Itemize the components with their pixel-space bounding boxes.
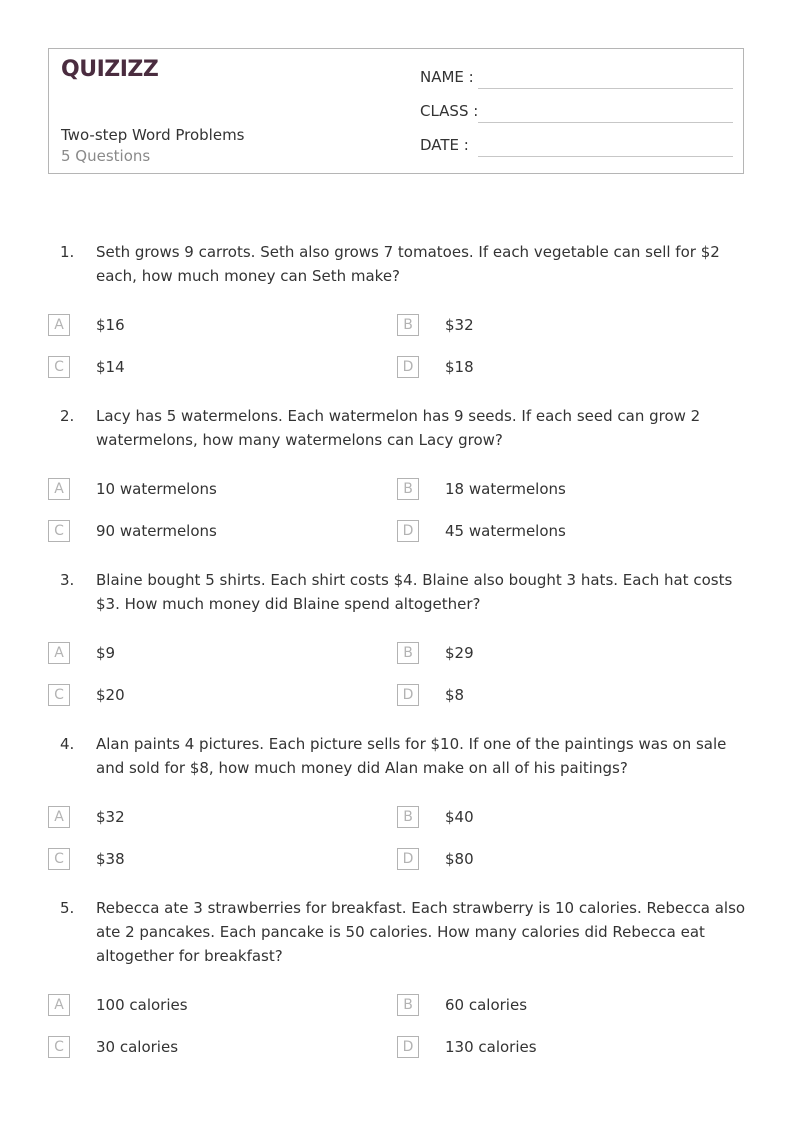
option-letter-box: D [397, 1036, 419, 1058]
option-letter-box: C [48, 520, 70, 542]
question-text: Alan paints 4 pictures. Each picture sells for $10. If one of the paintings was on sale and sold for $8, how much money did Alan make on all of his paitings? [96, 735, 727, 777]
option-letter-box: B [397, 994, 419, 1016]
question-text: Lacy has 5 watermelons. Each watermelon has 9 seeds. If each seed can grow 2 watermelons, how many watermelons can Lacy grow? [96, 407, 701, 449]
name-label: NAME : [420, 68, 474, 86]
question-number: 2. [60, 407, 75, 425]
option-text: 90 watermelons [96, 522, 217, 540]
option-text: $16 [96, 316, 125, 334]
name-field[interactable] [420, 67, 733, 91]
question-number: 5. [60, 899, 75, 917]
date-label: DATE : [420, 136, 469, 154]
date-field[interactable] [420, 135, 733, 159]
option-letter-box: C [48, 356, 70, 378]
question-number: 1. [60, 243, 75, 261]
question-text: Seth grows 9 carrots. Seth also grows 7 tomatoes. If each vegetable can sell for $2 each, how much money can Seth make? [96, 243, 720, 285]
option-text: 30 calories [96, 1038, 179, 1056]
option-text: $32 [445, 316, 474, 334]
option-text: $80 [445, 850, 474, 868]
question-number: 3. [60, 571, 75, 589]
option-letter-box: A [48, 994, 70, 1016]
class-line[interactable] [478, 122, 733, 123]
option-letter-box: B [397, 478, 419, 500]
option-text: $9 [96, 644, 116, 662]
option-letter-box: C [48, 848, 70, 870]
option-text: 100 calories [96, 996, 188, 1014]
option-text: $8 [445, 686, 465, 704]
name-line[interactable] [478, 88, 733, 89]
option-letter-box: A [48, 314, 70, 336]
question-text: Blaine bought 5 shirts. Each shirt costs $4. Blaine also bought 3 hats. Each hat costs $3. How much money did Blaine spend altogether? [96, 571, 733, 613]
option-letter-box: A [48, 478, 70, 500]
option-text: 60 calories [445, 996, 528, 1014]
option-letter-box: B [397, 642, 419, 664]
option-letter-box: D [397, 684, 419, 706]
option-letter-box: D [397, 520, 419, 542]
date-line[interactable] [478, 156, 733, 157]
option-text: $40 [445, 808, 474, 826]
question-text: Rebecca ate 3 strawberries for breakfast. Each strawberry is 10 calories. Rebecca also ate 2 pancakes. Each pancake is 50 calories. How many calories did Rebecca eat altogether for breakfast? [96, 899, 746, 965]
option-letter-box: B [397, 314, 419, 336]
option-text: 10 watermelons [96, 480, 217, 498]
worksheet-header [48, 48, 744, 174]
class-label: CLASS : [420, 102, 479, 120]
option-text: $20 [96, 686, 125, 704]
option-letter-box: C [48, 1036, 70, 1058]
option-letter-box: A [48, 642, 70, 664]
option-text: $18 [445, 358, 474, 376]
option-text: 130 calories [445, 1038, 537, 1056]
worksheet-title: Two-step Word Problems [61, 126, 245, 144]
quizizz-logo: QUIZIZZ [61, 57, 159, 82]
option-letter-box: A [48, 806, 70, 828]
option-text: $32 [96, 808, 125, 826]
option-letter-box: D [397, 356, 419, 378]
class-field[interactable] [420, 101, 733, 125]
option-letter-box: B [397, 806, 419, 828]
option-text: 18 watermelons [445, 480, 566, 498]
option-text: $29 [445, 644, 474, 662]
option-text: 45 watermelons [445, 522, 566, 540]
option-letter-box: C [48, 684, 70, 706]
question-number: 4. [60, 735, 75, 753]
option-letter-box: D [397, 848, 419, 870]
question-count: 5 Questions [61, 147, 151, 165]
option-text: $38 [96, 850, 125, 868]
option-text: $14 [96, 358, 125, 376]
